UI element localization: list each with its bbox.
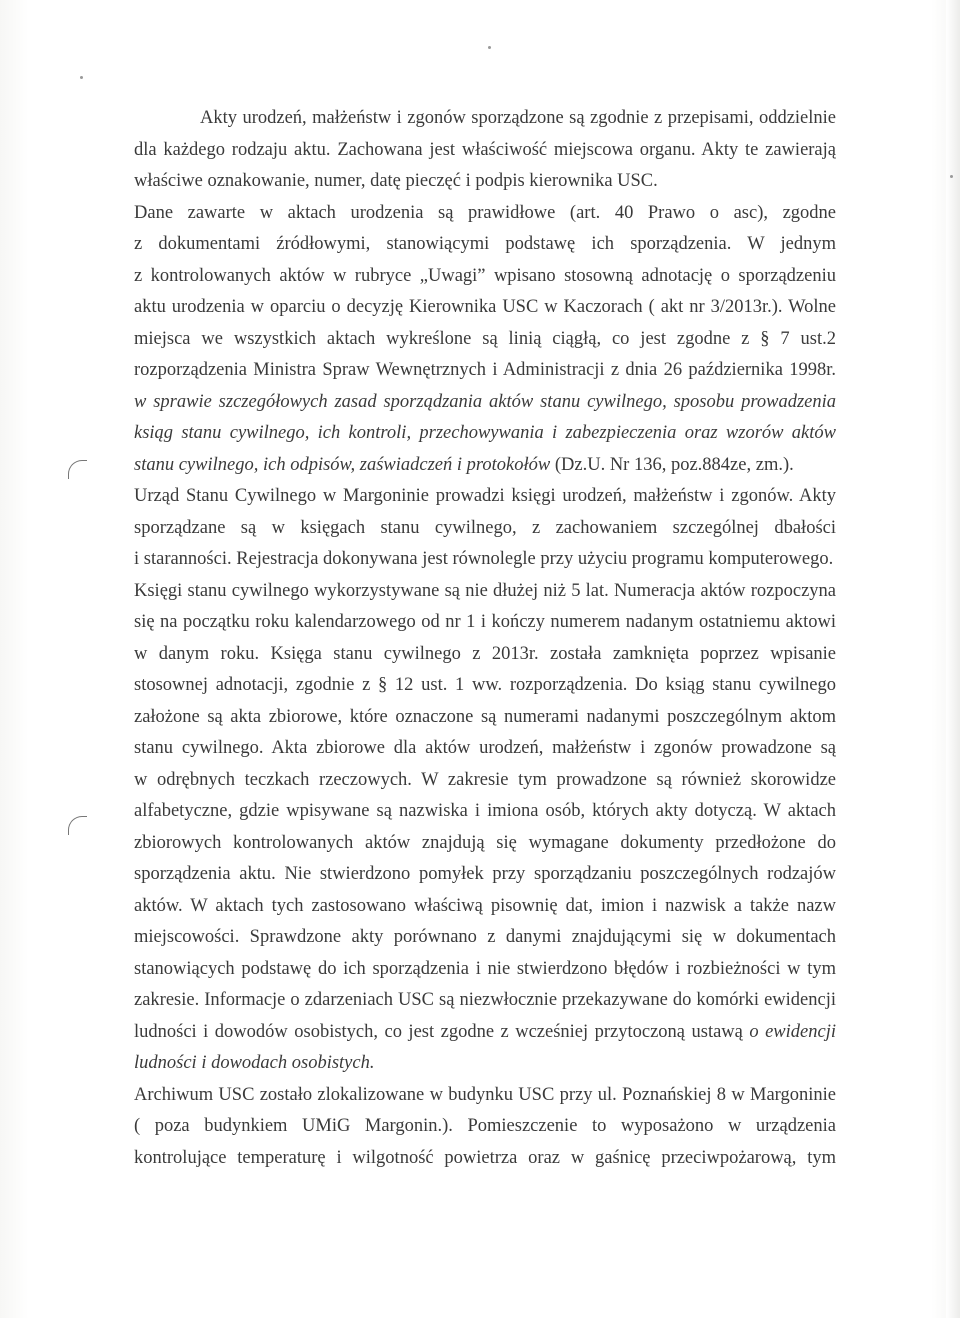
text-line	[134, 103, 836, 135]
text-line	[134, 733, 836, 765]
text-line	[134, 765, 836, 797]
italic-citation: ksiąg stanu cywilnego, ich kontroli, przechowywania i zabezpieczenia oraz wzorów aktów	[134, 423, 836, 443]
text-line	[134, 607, 836, 639]
text-line	[134, 513, 836, 545]
text-line	[134, 166, 836, 198]
line-text: właściwe oznakowanie, numer, datę pieczęć i podpis kierownika USC.	[134, 171, 658, 191]
line-text: Archiwum USC zostało zlokalizowane w budynku USC przy ul. Poznańskiej 8 w Margoninie	[134, 1084, 836, 1105]
line-text: w odrębnych teczkach rzeczowych. W zakresie tym prowadzone są również skorowidze	[134, 769, 836, 790]
line-text: Urząd Stanu Cywilnego w Margoninie prowadzi księgi urodzeń, małżeństw i zgonów. Akty	[134, 486, 836, 506]
text-line	[134, 418, 836, 450]
line-text: rozporządzenia Ministra Spraw Wewnętrznych i Administracji z dnia 26 października 1998r.	[134, 360, 836, 380]
text-line	[134, 1048, 836, 1080]
text-line	[134, 292, 836, 324]
text-line	[134, 481, 836, 513]
line-text: aktu urodzenia w oparciu o decyzję Kierownika USC w Kaczorach ( akt nr 3/2013r.). Wolne	[134, 297, 836, 317]
document-body	[134, 103, 836, 1174]
text-line	[134, 639, 836, 671]
text-line	[134, 796, 836, 828]
text-line	[134, 828, 836, 860]
scan-speck	[80, 76, 83, 79]
italic-citation: stanu cywilnego, ich odpisów, zaświadczeń i protokołów	[134, 454, 551, 475]
text-line	[134, 702, 836, 734]
italic-citation: o ewidencji	[749, 1021, 836, 1042]
text-line	[134, 135, 836, 167]
line-text: ludności i dowodów osobistych, co jest zgodne z wcześniej przytoczoną ustawą	[134, 1021, 750, 1042]
line-text: kontrolujące temperaturę i wilgotność powietrza oraz w gaśnicę przeciwpożarową, tym	[134, 1147, 836, 1168]
line-text: sporządzenia aktu. Nie stwierdzono pomyłek przy sporządzaniu poszczególnych rodzajów	[134, 864, 836, 884]
text-line	[134, 954, 836, 986]
line-text: Księgi stanu cywilnego wykorzystywane są nie dłużej niż 5 lat. Numeracja aktów rozpoczyna	[134, 580, 836, 601]
text-line	[134, 1017, 836, 1049]
line-text: stanu cywilnego. Akta zbiorowe dla aktów urodzeń, małżeństw i zgonów prowadzone są	[134, 738, 836, 758]
text-line	[134, 198, 836, 230]
line-text: z dokumentami źródłowymi, stanowiącymi podstawę ich sporządzenia. W jednym	[134, 234, 836, 254]
scan-speck	[488, 46, 491, 49]
line-text: z kontrolowanych aktów w rubryce „Uwagi” wpisano stosowną adnotację o sporządzeniu	[134, 265, 836, 286]
text-line	[134, 1111, 836, 1143]
italic-citation: ludności i dowodach osobistych.	[134, 1053, 375, 1073]
line-text: się na początku roku kalendarzowego od nr 1 i kończy numerem nadanym ostatniemu aktowi	[134, 612, 836, 632]
binder-hole-mark	[68, 816, 87, 835]
line-text: i staranności. Rejestracja dokonywana jest równolegle przy użyciu programu komputerowego.	[134, 549, 834, 569]
binder-hole-mark	[68, 460, 87, 479]
text-line	[134, 544, 836, 576]
text-line	[134, 261, 836, 293]
line-text: stosownej adnotacji, zgodnie z § 12 ust. 1 ww. rozporządzenia. Do ksiąg stanu cywilnego	[134, 675, 836, 695]
scan-edge	[946, 0, 960, 1318]
text-line	[134, 985, 836, 1017]
text-line	[134, 576, 836, 608]
italic-citation: w sprawie szczegółowych zasad sporządzania aktów stanu cywilnego, sposobu prowadzenia	[134, 391, 836, 412]
text-line	[134, 922, 836, 954]
text-line	[134, 387, 836, 419]
line-text: stanowiących podstawę do ich sporządzenia i nie stwierdzono błędów i rozbieżności w tym	[134, 958, 836, 979]
line-text: sporządzane są w księgach stanu cywilnego, z zachowaniem szczególnej dbałości	[134, 517, 836, 538]
text-line	[134, 1080, 836, 1112]
line-text: ( poza budynkiem UMiG Margonin.). Pomieszczenie to wyposażono w urządzenia	[134, 1116, 836, 1136]
line-text: aktów. W aktach tych zastosowano właściwą pisownię dat, imion i nazwisk a także nazw	[134, 895, 836, 916]
text-line	[134, 229, 836, 261]
line-text: miejscowości. Sprawdzone akty porównano z danymi znajdującymi się w dokumentach	[134, 927, 836, 947]
text-line	[134, 670, 836, 702]
line-text: w danym roku. Księga stanu cywilnego z 2013r. została zamknięta poprzez wpisanie	[134, 643, 836, 664]
line-text: dla każdego rodzaju aktu. Zachowana jest właściwość miejscowa organu. Akty te zawierają	[134, 139, 836, 160]
text-line	[134, 355, 836, 387]
line-text: Dane zawarte w aktach urodzenia są prawidłowe (art. 40 Prawo o asc), zgodne	[134, 202, 836, 223]
line-text: założone są akta zbiorowe, które oznaczone są numerami nadanymi poszczególnym aktom	[134, 706, 836, 727]
citation-reference: (Dz.U. Nr 136, poz.884ze, zm.).	[550, 454, 794, 475]
text-line	[134, 859, 836, 891]
line-text: zakresie. Informacje o zdarzeniach USC są niezwłocznie przekazywane do komórki ewidencji	[134, 990, 836, 1010]
line-text: Akty urodzeń, małżeństw i zgonów sporządzone są zgodnie z przepisami, oddzielnie	[200, 108, 836, 128]
text-line	[134, 1143, 836, 1175]
scan-speck	[950, 175, 953, 178]
line-text: zbiorowych kontrolowanych aktów znajdują się wymagane dokumenty przedłożone do	[134, 832, 836, 853]
text-line	[134, 891, 836, 923]
text-line	[134, 324, 836, 356]
line-text: miejsca we wszystkich aktach wykreślone są linią ciągłą, co jest zgodne z § 7 ust.2	[134, 328, 836, 349]
line-text: alfabetyczne, gdzie wpisywane są nazwiska i imiona osób, których akty dotyczą. W aktach	[134, 801, 836, 821]
text-line	[134, 450, 836, 482]
